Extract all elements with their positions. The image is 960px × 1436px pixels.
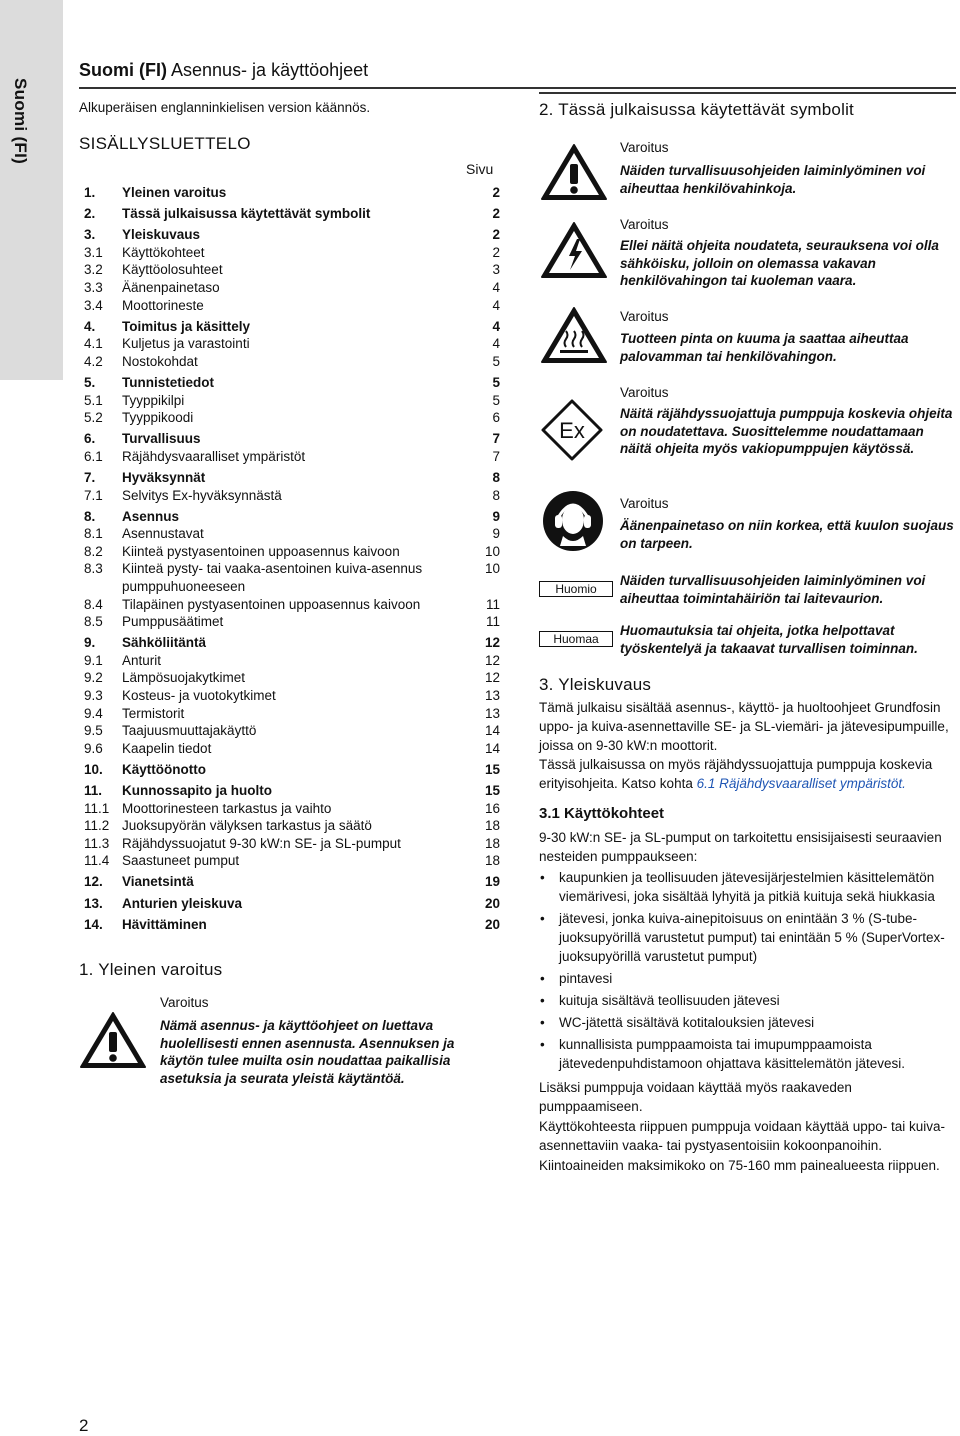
toc-entry[interactable] (84, 669, 500, 687)
toc-entry-page: 2 (492, 244, 500, 260)
toc-page-column-label: Sivu (466, 161, 494, 177)
toc-entry[interactable] (84, 318, 500, 336)
toc-entry-title: Toimitus ja käsittely (122, 318, 251, 334)
toc-entry[interactable] (84, 835, 500, 853)
toc-entry-title: Saastuneet pumput (122, 853, 240, 869)
toc-entry-title: Käyttöolosuhteet (122, 262, 223, 278)
warning-2-label: Varoitus (620, 217, 669, 232)
toc-entry-title: Kaapelin tiedot (122, 740, 212, 756)
toc-entry-number: 9.6 (84, 740, 103, 756)
toc-entry-title: Kosteus- ja vuotokytkimet (122, 688, 276, 704)
toc-entry-number: 2. (84, 206, 96, 222)
toc-entry[interactable] (84, 652, 500, 670)
toc-entry-page: 15 (484, 783, 500, 798)
toc-entry-title: Kunnossapito ja huolto (122, 783, 272, 798)
section-3-1-intro: 9-30 kW:n SE- ja SL-pumput on tarkoitettu ensisijaisesti seuraavien nesteiden pumppaukseen: (539, 830, 942, 865)
toc-entry-number: 3.3 (84, 279, 103, 295)
caution-text: Näiden turvallisuusohjeiden laiminlyöminen voi aiheuttaa toimintahäiriön tai laitevaurion. (620, 573, 926, 606)
toc-entry[interactable] (84, 800, 500, 818)
toc-entry[interactable] (84, 205, 500, 223)
ear-protection-icon (542, 490, 604, 552)
toc-entry-title: Pumppusäätimet (122, 614, 224, 630)
toc-entry[interactable] (84, 430, 500, 448)
toc-entry-page: 4 (492, 318, 500, 334)
toc-entry[interactable] (84, 817, 500, 835)
warning-4-label: Varoitus (620, 385, 669, 400)
toc-entry-title: Räjähdysvaaralliset ympäristöt (122, 448, 306, 464)
warning-4-text: Näitä räjähdyssuojattuja pumppuja koskevia ohjeita on noudatettava. Suosittelemme noudattamaan näitä ohjeita myös vakiopumppujen käytössä. (620, 406, 953, 456)
toc-entry-page: 14 (484, 723, 500, 739)
bullet-item: • jätevesi, jonka kuiva-ainepitoisuus on enintään 3 % (S-tube-juoksupyörillä varustetut pumput) tai enintään 5 % (SuperVortex-juoksupyörillä varustetut pumput) (540, 909, 960, 966)
toc-entry-title: Termistorit (122, 705, 185, 721)
caution-badge: Huomio (539, 581, 613, 597)
toc-entry-number: 4. (84, 318, 96, 334)
toc-entry-title: Yleinen varoitus (122, 185, 227, 200)
toc-entry[interactable] (84, 244, 500, 262)
toc-entry-page: 5 (492, 374, 500, 390)
warning-5-label: Varoitus (620, 496, 669, 511)
page-number: 2 (79, 1416, 89, 1435)
toc-entry-page: 4 (492, 297, 500, 313)
section-3-paragraph-1: Tämä julkaisu sisältää asennus-, käyttö- ja huoltoohjeet Grundfosin uppo- ja kuiva-asennettaville SE- ja SL-viemäri- ja jätevesipumpuille, joissa on 9-30 kW:n moottorit. (539, 700, 949, 754)
toc-entry-number: 3.1 (84, 244, 103, 260)
toc-entry[interactable] (84, 525, 500, 543)
toc-entry-number: 7.1 (84, 487, 103, 503)
toc-entry-number: 9. (84, 635, 96, 651)
toc-entry-number: 11.3 (84, 835, 110, 851)
electric-shock-icon (540, 220, 608, 280)
application-bullet-list (540, 868, 960, 1076)
toc-entry-page: 5 (492, 353, 500, 369)
toc-entry-number: 8.3 (84, 561, 103, 577)
translation-note: Alkuperäisen englanninkielisen version käännös. (79, 100, 371, 115)
toc-entry-page: 8 (492, 469, 500, 485)
general-warning-icon (540, 142, 608, 202)
toc-entry-title: Vianetsintä (122, 874, 194, 890)
toc-entry-number: 5.1 (84, 392, 103, 408)
toc-entry-number: 3.4 (84, 297, 103, 313)
toc-entry-number: 9.4 (84, 705, 103, 721)
toc-entry-title: Kiinteä pysty- tai vaaka-asentoinen kuiva-asennus pumppuhuoneeseen (122, 561, 423, 594)
toc-entry-page: 13 (484, 705, 500, 721)
section-1-title: 1. Yleinen varoitus (79, 960, 223, 979)
table-of-contents (84, 180, 500, 933)
section-3-1-title: 3.1 Käyttökohteet (539, 805, 665, 822)
toc-entry[interactable] (84, 184, 500, 202)
toc-entry-page: 5 (492, 392, 500, 408)
title-language: Suomi (FI) (79, 60, 167, 80)
toc-entry-number: 5.2 (84, 410, 103, 426)
toc-entry[interactable] (84, 469, 500, 487)
toc-entry[interactable] (84, 722, 500, 740)
toc-entry-page: 19 (484, 874, 500, 890)
toc-entry[interactable] (84, 392, 500, 410)
toc-entry[interactable] (84, 761, 500, 779)
toc-entry-number: 13. (84, 895, 103, 911)
toc-entry-page: 13 (484, 688, 500, 704)
section-3-paragraph-2 (539, 755, 959, 793)
toc-entry-page: 18 (484, 853, 500, 869)
bullet-item: • pintavesi (540, 969, 960, 988)
toc-entry-page: 10 (484, 561, 500, 577)
toc-entry-page: 4 (492, 336, 500, 352)
toc-entry-number: 8.2 (84, 543, 103, 559)
toc-entry-number: 4.1 (84, 336, 103, 352)
toc-entry-number: 9.1 (84, 652, 103, 668)
toc-entry-title: Taajuusmuuttajakäyttö (122, 723, 257, 739)
toc-entry-page: 4 (492, 279, 500, 295)
note-badge: Huomaa (539, 631, 613, 647)
toc-entry[interactable] (84, 279, 500, 297)
toc-entry-page: 20 (484, 895, 500, 911)
toc-entry-title: Anturit (122, 652, 162, 668)
toc-entry-title: Sähköliitäntä (122, 635, 207, 651)
cross-reference-link[interactable]: 6.1 Räjähdysvaaralliset ympäristöt. (696, 776, 906, 792)
toc-entry-title: Anturien yleiskuva (122, 895, 243, 911)
toc-entry-number: 6. (84, 431, 96, 447)
toc-entry-number: 11.1 (84, 800, 110, 816)
toc-entry-page: 8 (492, 487, 500, 503)
toc-entry-title: Räjähdyssuojatut 9-30 kW:n SE- ja SL-pumput (122, 835, 401, 851)
explosion-proof-ex-icon (540, 398, 604, 462)
toc-entry-title: Moottorinesteen tarkastus ja vaihto (122, 800, 332, 816)
toc-entry[interactable] (84, 705, 500, 723)
toc-entry-title: Kuljetus ja varastointi (122, 336, 250, 352)
toc-entry-title: Tyyppikoodi (122, 410, 194, 426)
toc-entry-number: 3. (84, 227, 96, 243)
title-text: Asennus- ja käyttöohjeet (167, 60, 369, 80)
toc-entry[interactable] (84, 409, 500, 427)
section-3-paragraph-3: Lisäksi pumppuja voidaan käyttää myös raakaveden pumppaamiseen. (539, 1080, 852, 1115)
toc-entry-title: Kiinteä pystyasentoinen uppoasennus kaivoon (122, 543, 400, 559)
section-1-warning-label: Varoitus (160, 995, 209, 1010)
toc-entry[interactable] (84, 353, 500, 371)
toc-entry-number: 7. (84, 469, 96, 485)
toc-entry-title: Selvitys Ex-hyväksynnästä (122, 487, 282, 503)
hot-surface-icon (540, 305, 608, 365)
toc-entry-number: 11.4 (84, 853, 110, 869)
toc-entry-page: 12 (484, 652, 500, 668)
toc-entry-title: Tilapäinen pystyasentoinen uppoasennus kaivoon (122, 596, 421, 612)
toc-entry[interactable] (84, 782, 500, 800)
toc-entry-title: Hävittäminen (122, 916, 207, 932)
toc-entry-number: 1. (84, 185, 96, 200)
toc-entry[interactable] (84, 335, 500, 353)
toc-entry-page: 7 (492, 448, 500, 464)
warning-2-text: Ellei näitä ohjeita noudateta, seurauksena voi olla sähköisku, jolloin on olemassa vakavan henkilövahingon tai kuoleman vaara. (620, 238, 939, 288)
toc-entry-title: Käyttöönotto (122, 761, 206, 777)
toc-entry-title: Käyttökohteet (122, 244, 205, 260)
toc-entry-number: 6.1 (84, 448, 103, 464)
toc-entry-number: 11.2 (84, 818, 110, 834)
toc-entry[interactable] (84, 873, 500, 891)
section-3-paragraph-4: Käyttökohteesta riippuen pumppuja voidaan käyttää uppo- tai kuiva-asennettaviin vaaka- tai pystyasentoisiin kokoonpanoihin. (539, 1119, 946, 1154)
toc-entry-page: 11 (485, 596, 500, 612)
bullet-item: • kaupunkien ja teollisuuden jätevesijärjestelmien käsittelemätön viemärivesi, joka sisältää lyhyitä ja pitkiä kuituja sekä hiukkasia (540, 868, 960, 906)
header-divider (79, 87, 956, 89)
toc-entry-page: 12 (484, 670, 500, 686)
svg-text:Ex: Ex (559, 418, 585, 443)
toc-entry[interactable] (84, 448, 500, 466)
toc-entry[interactable] (84, 916, 500, 934)
toc-entry[interactable] (84, 374, 500, 392)
toc-entry[interactable] (84, 852, 500, 870)
toc-entry-title: Yleiskuvaus (122, 227, 201, 243)
toc-entry-number: 8.5 (84, 614, 103, 630)
toc-entry-page: 14 (484, 740, 500, 756)
toc-entry[interactable] (84, 740, 500, 758)
toc-entry[interactable] (84, 226, 500, 244)
toc-entry-page: 2 (492, 185, 500, 200)
side-tab-label: Suomi (FI) (11, 78, 30, 165)
toc-entry[interactable] (84, 634, 500, 652)
toc-entry-title: Lämpösuojakytkimet (122, 670, 246, 686)
toc-entry-number: 8.4 (84, 596, 103, 612)
toc-entry-number: 8. (84, 508, 96, 524)
warning-triangle-icon (79, 1010, 147, 1070)
language-side-tab (0, 0, 63, 380)
toc-entry-title: Asennustavat (122, 526, 204, 542)
warning-3-text: Tuotteen pinta on kuuma ja saattaa aiheuttaa palovamman tai henkilövahingon. (620, 331, 909, 364)
bullet-item: • kunnallisista pumppaamoista tai imupumppaamoista jätevedenpuhdistamoon ohjattava käsittelemätön jätevesi. (540, 1035, 960, 1073)
toc-entry[interactable] (84, 543, 500, 561)
toc-entry-page: 11 (485, 614, 500, 630)
toc-entry-page: 10 (484, 543, 500, 559)
bullet-item: • WC-jätettä sisältävä kotitalouksien jätevesi (540, 1013, 960, 1032)
toc-entry[interactable] (84, 487, 500, 505)
document-title (79, 60, 368, 81)
toc-entry-number: 9.5 (84, 723, 103, 739)
bullet-item: • kuituja sisältävä teollisuuden jätevesi (540, 991, 960, 1010)
section-3-paragraph-5: Kiintoaineiden maksimikoko on 75-160 mm painealueesta riippuen. (539, 1158, 940, 1173)
toc-entry-page: 2 (492, 227, 500, 243)
toc-entry-page: 18 (484, 818, 500, 834)
toc-entry-page: 18 (484, 835, 500, 851)
toc-entry[interactable] (84, 895, 500, 913)
toc-entry-title: Tunnistetiedot (122, 374, 214, 390)
toc-entry-page: 12 (484, 635, 500, 651)
toc-entry-page: 3 (492, 262, 500, 278)
warning-5-text: Äänenpainetaso on niin korkea, että kuulon suojaus on tarpeen. (620, 518, 954, 551)
toc-entry-number: 14. (84, 916, 103, 932)
section-2-title: 2. Tässä julkaisussa käytettävät symbolit (539, 100, 854, 119)
toc-entry[interactable] (84, 508, 500, 526)
section-2-rule (539, 92, 956, 94)
toc-entry[interactable] (84, 297, 500, 315)
toc-entry-page: 15 (484, 761, 500, 777)
toc-entry-number: 5. (84, 374, 96, 390)
toc-entry-page: 9 (492, 508, 500, 524)
toc-entry-number: 4.2 (84, 353, 103, 369)
toc-entry-number: 11. (84, 783, 103, 798)
toc-entry-title: Juoksupyörän välyksen tarkastus ja säätö (122, 818, 372, 834)
toc-entry-number: 10. (84, 761, 103, 777)
warning-1-text: Näiden turvallisuusohjeiden laiminlyöminen voi aiheuttaa henkilövahinkoja. (620, 163, 926, 196)
toc-entry-page: 20 (484, 916, 500, 932)
toc-entry-title: Moottorineste (122, 297, 204, 313)
toc-entry[interactable] (84, 261, 500, 279)
toc-entry-title: Tässä julkaisussa käytettävät symbolit (122, 206, 371, 222)
toc-entry-title: Äänenpainetaso (122, 279, 220, 295)
toc-entry-number: 9.2 (84, 670, 103, 686)
warning-1-label: Varoitus (620, 140, 669, 155)
toc-entry-title: Tyyppikilpi (122, 392, 185, 408)
toc-entry[interactable] (84, 596, 500, 614)
toc-entry-number: 12. (84, 874, 103, 890)
toc-entry-number: 8.1 (84, 526, 103, 542)
toc-entry-page: 6 (492, 410, 500, 426)
toc-entry-page: 9 (492, 526, 500, 542)
toc-entry[interactable] (84, 613, 500, 631)
toc-entry-title: Hyväksynnät (122, 469, 206, 485)
toc-entry-title: Nostokohdat (122, 353, 198, 369)
section-3-title: 3. Yleiskuvaus (539, 675, 652, 694)
toc-entry-page: 16 (484, 800, 500, 816)
section-1-warning-text: Nämä asennus- ja käyttöohjeet on luettava huolellisesti ennen asennusta. Asennuksen ja käytön tulee muilta osin noudattaa paikallisia asetuksia ja seurata yleistä käytäntöä. (160, 1018, 455, 1086)
toc-entry[interactable] (84, 687, 500, 705)
toc-heading: SISÄLLYSLUETTELO (79, 134, 251, 153)
note-text: Huomautuksia tai ohjeita, jotka helpottavat työskentelyä ja takaavat turvallisen toiminnan. (620, 623, 918, 656)
toc-entry-number: 9.3 (84, 688, 103, 704)
toc-entry[interactable] (84, 560, 500, 595)
toc-entry-title: Asennus (122, 508, 180, 524)
paragraph-2-text: Tässä julkaisussa on myös räjähdyssuojattuja pumppuja koskevia erityisohjeita. Katso kohta (539, 757, 933, 792)
warning-3-label: Varoitus (620, 309, 669, 324)
toc-entry-page: 2 (492, 206, 500, 222)
toc-entry-number: 3.2 (84, 262, 103, 278)
toc-entry-page: 7 (492, 431, 500, 447)
toc-entry-title: Turvallisuus (122, 431, 201, 447)
